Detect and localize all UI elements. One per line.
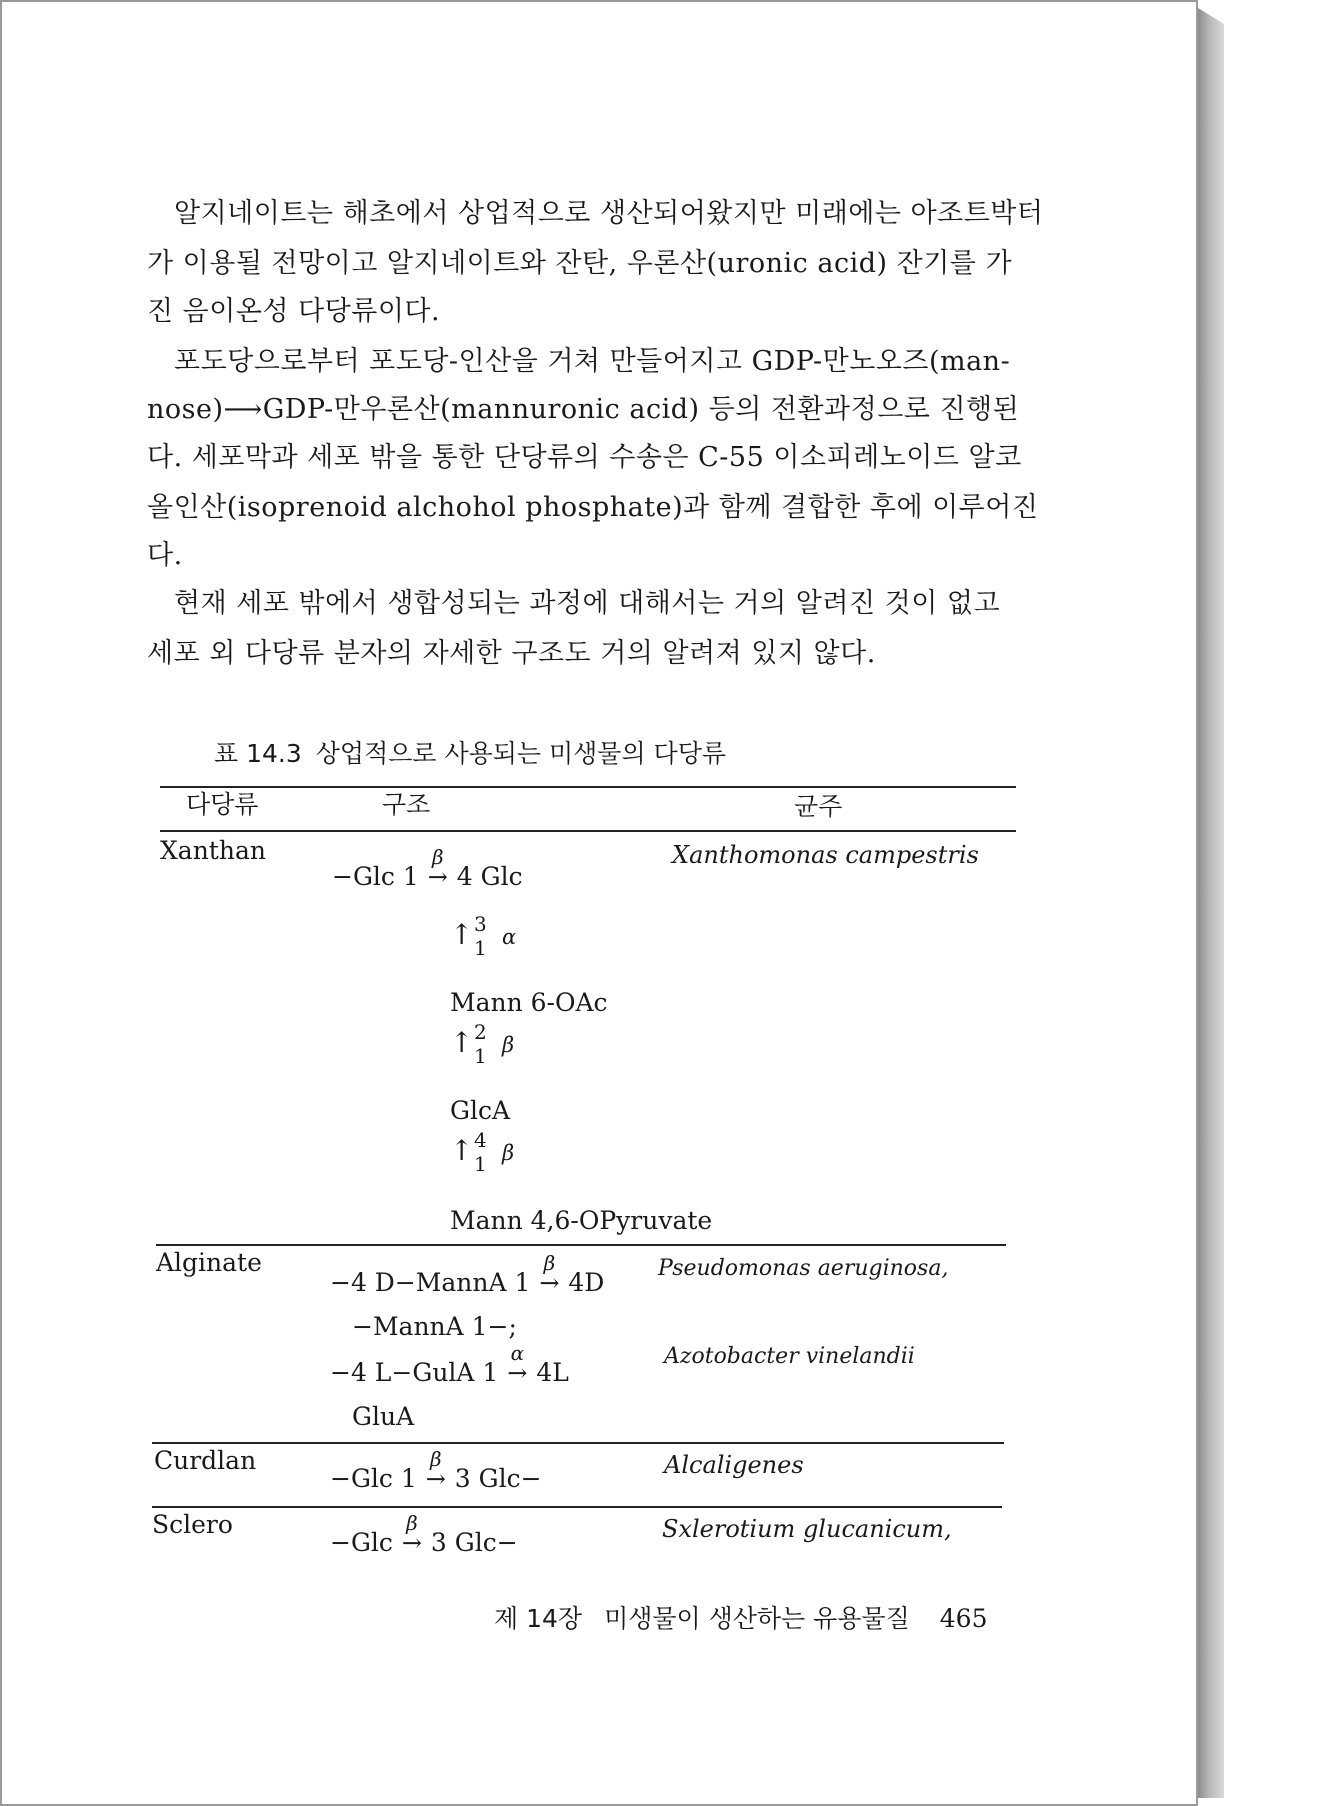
link-anomer: β (502, 1033, 515, 1057)
paragraph-line-6: 다. 세포막과 세포 밖을 통한 단당류의 수송은 C-55 이소피레노이드 알코 (147, 442, 1022, 473)
alginate-line-3-end: 4L (536, 1358, 569, 1387)
arrow-anomer-label: β (406, 1511, 418, 1535)
alginate-line-2: −MannA 1−; (352, 1312, 517, 1341)
glycosidic-arrow: α → (502, 1358, 532, 1388)
strain-alginate-1: Pseudomonas aeruginosa, (658, 1256, 949, 1281)
row-name-sclero: Sclero (152, 1510, 233, 1539)
arrow-anomer-label: β (543, 1251, 556, 1275)
xanthan-unit-1: Mann 6-OAc (450, 988, 608, 1017)
xanthan-backbone-end: 4 Glc (456, 862, 523, 891)
arrow-anomer-label: β (432, 845, 444, 869)
xanthan-unit-2: GlcA (450, 1096, 511, 1125)
sclero-structure (330, 1511, 518, 1558)
page-edge-shadow (1198, 8, 1224, 1798)
table-caption-number: 표 14.3 (214, 739, 302, 768)
table-header-rule (160, 830, 1016, 832)
link-position-bottom: 1 (474, 1152, 487, 1176)
glycosidic-arrow: β → (423, 862, 453, 892)
page-number: 465 (939, 1604, 988, 1633)
up-arrow-icon: ↑ (450, 1134, 474, 1167)
page-footer (494, 1599, 987, 1635)
alginate-line-3 (330, 1341, 569, 1388)
alginate-line-3-start: −4 L−GulA 1 (330, 1358, 499, 1387)
curdlan-structure-end: 3 Glc− (454, 1464, 542, 1493)
row-rule-alginate (152, 1442, 1004, 1444)
sclero-structure-start: −Glc (330, 1528, 393, 1557)
row-name-curdlan: Curdlan (154, 1446, 257, 1475)
strain-curdlan: Alcaligenes (664, 1451, 804, 1479)
header-polysaccharide: 다당류 (186, 790, 259, 819)
up-arrow-icon: ↑ (450, 1026, 474, 1059)
row-name-alginate: Alginate (156, 1248, 262, 1277)
footer-title: 미생물이 생산하는 유용물질 (604, 1604, 910, 1633)
alginate-line-1-start: −4 D−MannA 1 (330, 1268, 531, 1297)
arrow-anomer-label: β (430, 1447, 442, 1471)
arrow-anomer-label: α (510, 1341, 525, 1365)
paragraph-line-2: 가 이용될 전망이고 알지네이트와 잔탄, 우론산(uronic acid) 잔기를 가 (147, 248, 1013, 279)
up-arrow-icon: ↑ (450, 918, 474, 951)
sclero-structure-end: 3 Glc− (430, 1528, 518, 1557)
paragraph-line-1: 알지네이트는 해초에서 상업적으로 생산되어왔지만 미래에는 아조트박터 (174, 198, 1044, 229)
paragraph-line-9: 현재 세포 밖에서 생합성되는 과정에 대해서는 거의 알려진 것이 없고 (174, 588, 1001, 619)
row-rule-xanthan (156, 1244, 1006, 1246)
paragraph-line-5: nose)⟶GDP-만우론산(mannuronic acid) 등의 전환과정으로 진행된 (147, 394, 1020, 425)
paragraph-line-10: 세포 외 다당류 분자의 자세한 구조도 거의 알려져 있지 않다. (147, 638, 876, 669)
footer-chapter: 제 14장 (494, 1604, 583, 1633)
link-position-bottom: 1 (474, 1044, 487, 1068)
link-position-top: 4 (474, 1128, 487, 1152)
curdlan-structure (330, 1447, 542, 1494)
xanthan-backbone (332, 845, 523, 892)
xanthan-backbone-start: −Glc 1 (332, 862, 419, 891)
xanthan-unit-3: Mann 4,6-OPyruvate (450, 1206, 713, 1235)
alginate-line-4: GluA (352, 1402, 415, 1431)
paragraph-line-8: 다. (147, 540, 183, 571)
glycosidic-arrow: β → (397, 1528, 427, 1558)
alginate-line-1 (330, 1251, 605, 1298)
header-structure: 구조 (382, 790, 431, 819)
glycosidic-arrow: β → (421, 1464, 451, 1494)
link-position-bottom: 1 (474, 936, 487, 960)
curdlan-structure-start: −Glc 1 (330, 1464, 417, 1493)
alginate-line-1-end: 4D (568, 1268, 605, 1297)
link-position-top: 3 (474, 912, 487, 936)
link-anomer: α (502, 925, 517, 949)
paragraph-line-4: 포도당으로부터 포도당-인산을 거쳐 만들어지고 GDP-만노오즈(man- (174, 346, 1011, 377)
header-strain: 균주 (794, 792, 843, 821)
table-top-rule (160, 786, 1016, 788)
table-caption (214, 734, 726, 770)
paragraph-line-7: 올인산(isoprenoid alchohol phosphate)과 함께 결합한 후에 이루어진 (147, 492, 1039, 523)
row-name-xanthan: Xanthan (160, 836, 266, 865)
row-rule-curdlan (152, 1506, 1002, 1508)
table-caption-text: 상업적으로 사용되는 미생물의 다당류 (315, 739, 727, 768)
link-anomer: β (502, 1141, 515, 1165)
strain-alginate-2: Azotobacter vinelandii (664, 1344, 915, 1369)
link-position-top: 2 (474, 1020, 487, 1044)
strain-xanthan: Xanthomonas campestris (672, 841, 979, 869)
glycosidic-arrow: β → (534, 1268, 564, 1298)
paragraph-line-3: 진 음이온성 다당류이다. (147, 296, 441, 327)
strain-sclero: Sxlerotium glucanicum, (662, 1515, 952, 1543)
